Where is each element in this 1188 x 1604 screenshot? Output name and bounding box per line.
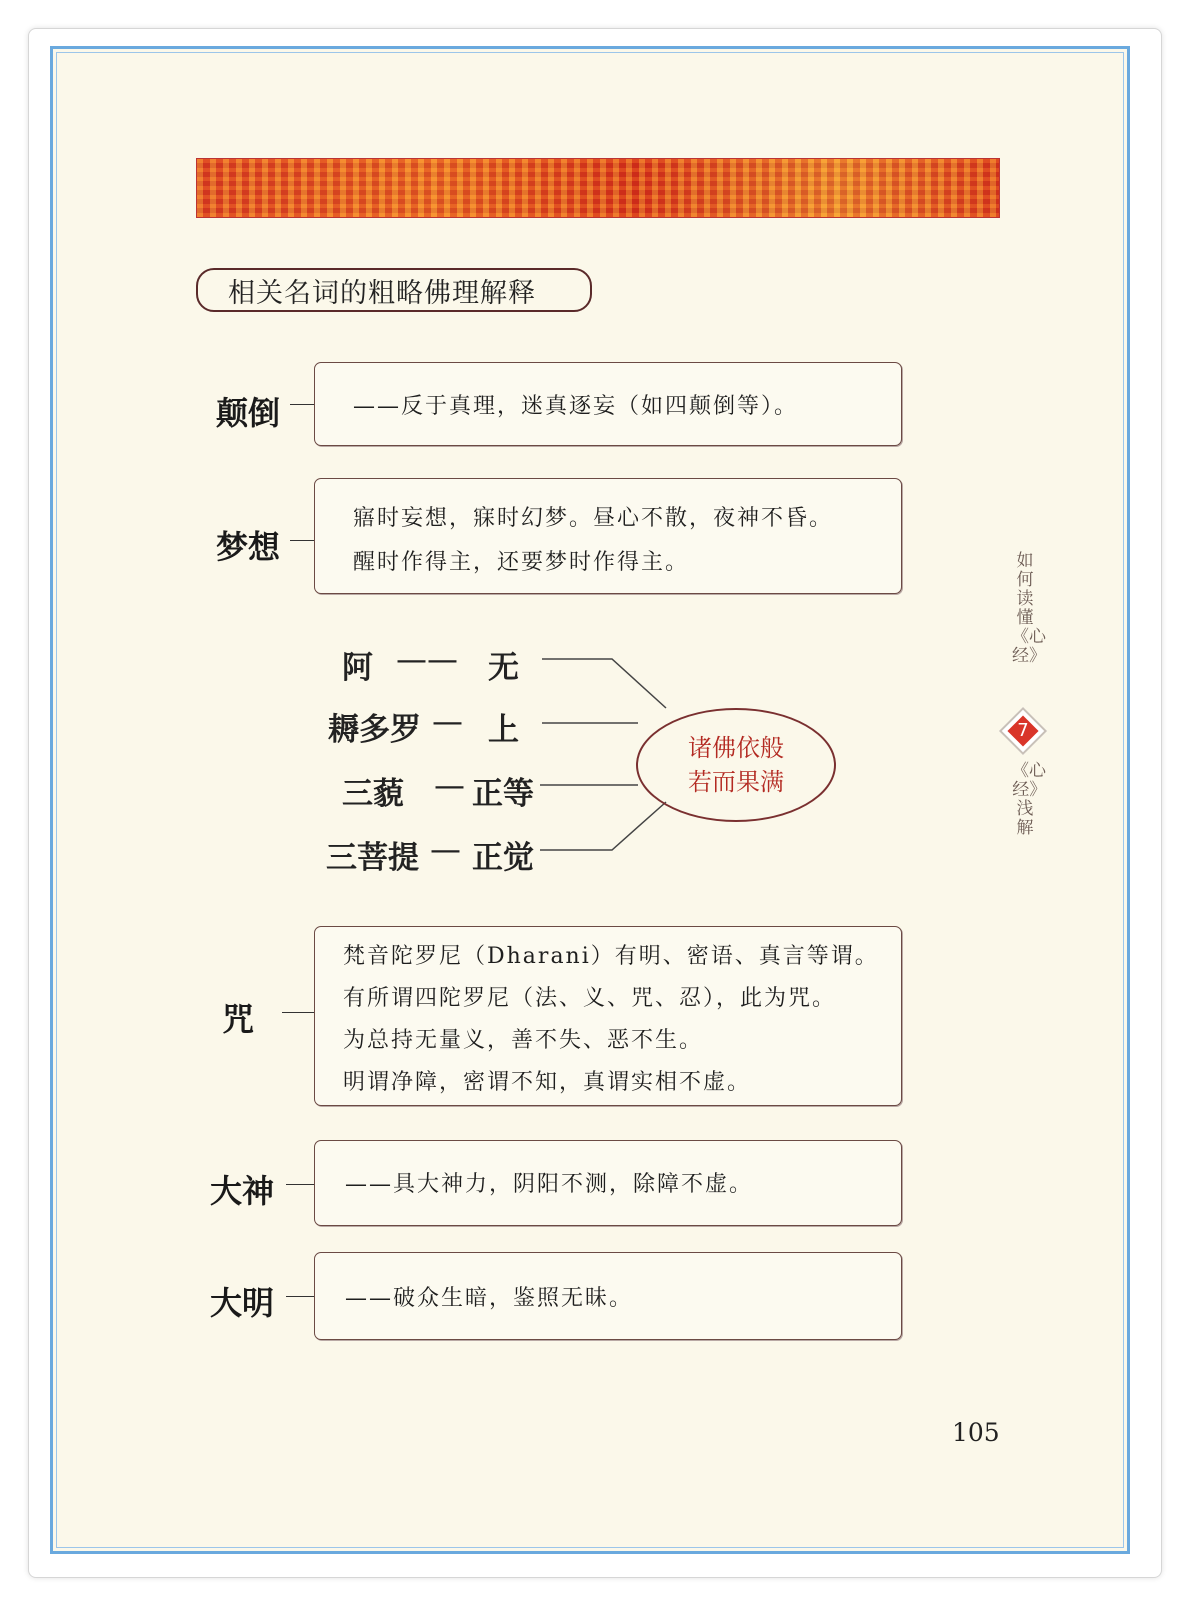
- definition-line: ——破众生暗，鉴照无昧。: [345, 1286, 634, 1311]
- oval-label: [636, 708, 836, 822]
- anuttara-right-1: 上: [488, 712, 519, 748]
- definition-box-dashen: [314, 1140, 902, 1226]
- term-daming: 大明: [210, 1284, 275, 1322]
- definition-line: 醒时作得主，还要梦时作得主。: [353, 550, 690, 575]
- anuttara-dash-2: —: [434, 768, 465, 804]
- anuttara-left-2: 三藐: [342, 776, 404, 812]
- anuttara-dash-3: —: [430, 832, 461, 868]
- definition-line: ——具大神力，阴阳不测，除障不虚。: [345, 1172, 754, 1197]
- connector-zhou: [282, 1012, 314, 1013]
- oval-line-0: 诸佛依般: [688, 734, 784, 762]
- connector-line-0: [542, 659, 666, 708]
- anuttara-right-2: 正等: [472, 776, 534, 812]
- definition-line: 为总持无量义，善不失、恶不生。: [343, 1028, 704, 1053]
- side-label-book-title: 如何读懂《心经》: [1012, 551, 1046, 666]
- anuttara-right-3: 正觉: [472, 840, 534, 876]
- definition-box-daming: [314, 1252, 902, 1340]
- anuttara-left-3: 三菩提: [326, 840, 419, 876]
- term-mengxiang: 梦想: [216, 528, 281, 566]
- connector-line-3: [540, 802, 666, 850]
- page-number: 105: [952, 1418, 1000, 1447]
- anuttara-right-0: 无: [488, 650, 519, 686]
- term-diandao: 颠倒: [216, 394, 281, 432]
- anuttara-left-1: 耨多罗: [328, 712, 421, 748]
- definition-line: 有所谓四陀罗尼（法、义、咒、忍），此为咒。: [343, 986, 837, 1011]
- definition-line: 明谓净障，密谓不知，真谓实相不虚。: [343, 1070, 752, 1095]
- definition-line: ——反于真理，迷真逐妄（如四颠倒等）。: [353, 394, 799, 419]
- anuttara-dash-1: —: [432, 704, 463, 740]
- oval-line-1: 若而果满: [688, 768, 784, 796]
- definition-box-zhou: [314, 926, 902, 1106]
- anuttara-left-0: 阿: [342, 650, 373, 686]
- side-label-chapter-title: 《心经》浅解: [1012, 761, 1046, 838]
- definition-line: 梵音陀罗尼（Dharani）有明、密语、真言等谓。: [343, 944, 879, 969]
- term-dashen: 大神: [210, 1172, 275, 1210]
- connector-dashen: [286, 1184, 314, 1185]
- section-title: 相关名词的粗略佛理解释: [196, 268, 592, 312]
- chapter-number: 7: [1017, 720, 1029, 741]
- definition-line: 寤时妄想，寐时幻梦。昼心不散，夜神不昏。: [353, 506, 834, 531]
- term-zhou: 咒: [222, 1000, 255, 1038]
- anuttara-dash-0: ——: [396, 642, 458, 678]
- connector-daming: [286, 1296, 314, 1297]
